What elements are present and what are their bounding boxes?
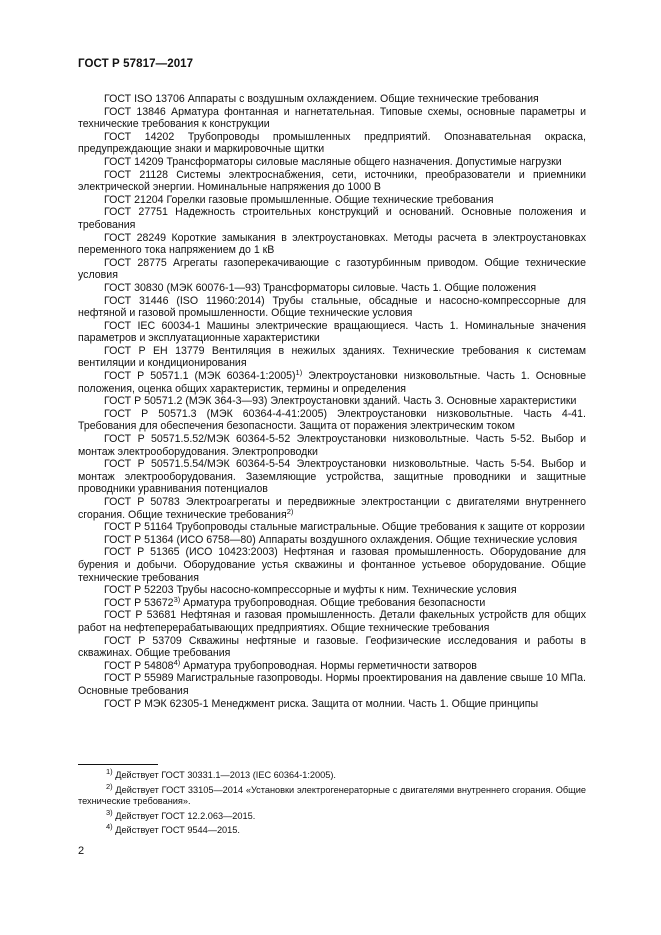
reference-item: ГОСТ Р 53681 Нефтяная и газовая промышленность. Детали факельных устройств для общих работ на нефтеперерабатывающих предприятиях. Общие технические требования [78,609,586,634]
reference-item: ГОСТ 31446 (ISO 11960:2014) Трубы стальные, обсадные и насосно-компрессорные для нефтяной и газовой промышленности. Общие технические условия [78,294,586,320]
reference-item: ГОСТ Р 51364 (ИСО 6758—80) Аппараты воздушного охлаждения. Общие технические условия [104,533,578,546]
footnote [78,807,586,823]
reference-item: ГОСТ 13846 Арматура фонтанная и нагнетательная. Типовые схемы, основные параметры и технические требования к конструкции [78,105,586,131]
reference-text: ГОСТ Р 50783 Электроагрегаты и передвижные электростанции с двигателями внутреннего сгорания. Общие технические требования [78,496,586,521]
footnotes-list [78,767,586,840]
reference-item: ГОСТ Р 50571.5.52/МЭК 60364-5-52 Электроустановки низковольтные. Часть 5-52. Выбор и монтаж электрооборудования. Электропроводки [78,433,586,458]
footnote-marker: 2) [106,781,113,791]
footnote-text: Действует ГОСТ 33105—2014 «Установки электрогенераторные с двигателями внутреннего сгорания. Общие технические требования». [78,784,586,807]
reference-item: ГОСТ 27751 Надежность строительных конструкций и оснований. Основные положения и требования [78,206,586,231]
footnote-marker: 1) [295,368,303,378]
reference-item: ГОСТ 14202 Трубопроводы промышленных предприятий. Опознавательная окраска, предупреждающие знаки и маркировочные щитки [78,130,586,156]
reference-item [78,657,586,673]
reference-item [78,594,586,610]
reference-item: ГОСТ Р 50571.2 (МЭК 364-3—93) Электроустановки зданий. Часть 3. Основные характеристики [104,395,577,408]
reference-item: ГОСТ IEC 60034-1 Машины электрические вращающиеся. Часть 1. Номинальные значения параметров и эксплуатационные характеристики [78,319,586,345]
reference-item: ГОСТ 21204 Горелки газовые промышленные. Общие технические требования [104,193,494,206]
reference-text-continuation: Электроустановки низковольтные. Часть 1. Основные положения, оценка общих характеристик, термины и определения [78,370,586,395]
footnote-text: Действует ГОСТ 12.2.063—2015. [112,810,256,821]
footnote-marker: 1) [106,767,113,776]
reference-text: ГОСТ Р 53672 [104,596,174,609]
reference-item [78,370,586,395]
reference-item: ГОСТ Р 51365 (ИСО 10423:2003) Нефтяная и газовая промышленность. Оборудование для бурения и добычи. Оборудование устья скважины и фонтанное устьевое оборудование. Общие технические требования [78,546,586,584]
reference-text-continuation: Арматура трубопроводная. Общие требования безопасности [180,596,486,609]
reference-item [78,496,586,521]
reference-item: ГОСТ Р 55989 Магистральные газопроводы. Нормы проектирования на давление свыше 10 МПа. Основные требования [78,672,586,697]
reference-item: ГОСТ 21128 Системы электроснабжения, сети, источники, преобразователи и приемники электрической энергии. Номинальные напряжения до 1000 В [78,168,586,194]
footnote-separator [78,764,158,765]
reference-text-continuation: Арматура трубопроводная. Нормы герметичности затворов [180,659,477,672]
reference-item: ГОСТ Р 52203 Трубы насосно-компрессорные и муфты к ним. Технические условия [104,584,517,597]
reference-item: ГОСТ Р 50571.5.54/МЭК 60364-5-54 Электроустановки низковольтные. Часть 5-54. Выбор и монтаж электрооборудования. Заземляющие устройства, защитные проводники и защитные проводники уравнивания потенциалов [78,458,586,496]
footnote [78,767,586,782]
normative-references-list [78,93,586,710]
reference-item: ГОСТ ISO 13706 Аппараты с воздушным охлаждением. Общие технические требования [104,93,539,105]
reference-item: ГОСТ 30830 (МЭК 60076-1—93) Трансформаторы силовые. Часть 1. Общие положения [104,281,537,294]
page-header-standard-number: ГОСТ Р 57817—2017 [78,58,194,70]
footnote-marker: 3) [173,594,181,604]
reference-item: ГОСТ Р ЕН 13779 Вентиляция в нежилых зданиях. Технические требования к системам вентиляции и кондиционирования [78,344,586,370]
reference-text: ГОСТ Р 50571.1 (МЭК 60364-1:2005) [104,370,296,383]
reference-item: ГОСТ 14209 Трансформаторы силовые масляные общего назначения. Допустимые нагрузки [104,155,562,168]
reference-item: ГОСТ Р 53709 Скважины нефтяные и газовые. Геофизические исследования и работы в скважинах. Общие требования [78,634,586,660]
reference-item: ГОСТ Р 50571.3 (МЭК 60364-4-41:2005) Электроустановки низковольтные. Часть 4-41. Требования для обеспечения безопасности. Защита от поражения электрическим током [78,407,586,433]
reference-item: ГОСТ Р МЭК 62305-1 Менеджмент риска. Защита от молнии. Часть 1. Общие принципы [104,697,539,710]
reference-item: ГОСТ 28775 Агрегаты газоперекачивающие с газотурбинным приводом. Общие технические условия [78,256,586,282]
footnote-marker: 3) [106,807,113,817]
reference-item: ГОСТ Р 51164 Трубопроводы стальные магистральные. Общие требования к защите от коррозии [104,521,585,534]
footnote-marker: 4) [173,657,181,667]
footnote-marker: 2) [286,506,294,516]
footnote-text: Действует ГОСТ 9544—2015. [112,825,240,836]
footnote-text: Действует ГОСТ 30331.1—2013 (IEC 60364-1:2005). [112,770,336,780]
footnote [78,822,586,837]
page-number: 2 [78,845,85,857]
footnote [78,781,586,808]
reference-item: ГОСТ 28249 Короткие замыкания в электроустановках. Методы расчета в электроустановках переменного тока напряжением до 1 кВ [78,231,586,257]
footnote-marker: 4) [106,822,113,832]
reference-text: ГОСТ Р 54808 [104,659,174,672]
